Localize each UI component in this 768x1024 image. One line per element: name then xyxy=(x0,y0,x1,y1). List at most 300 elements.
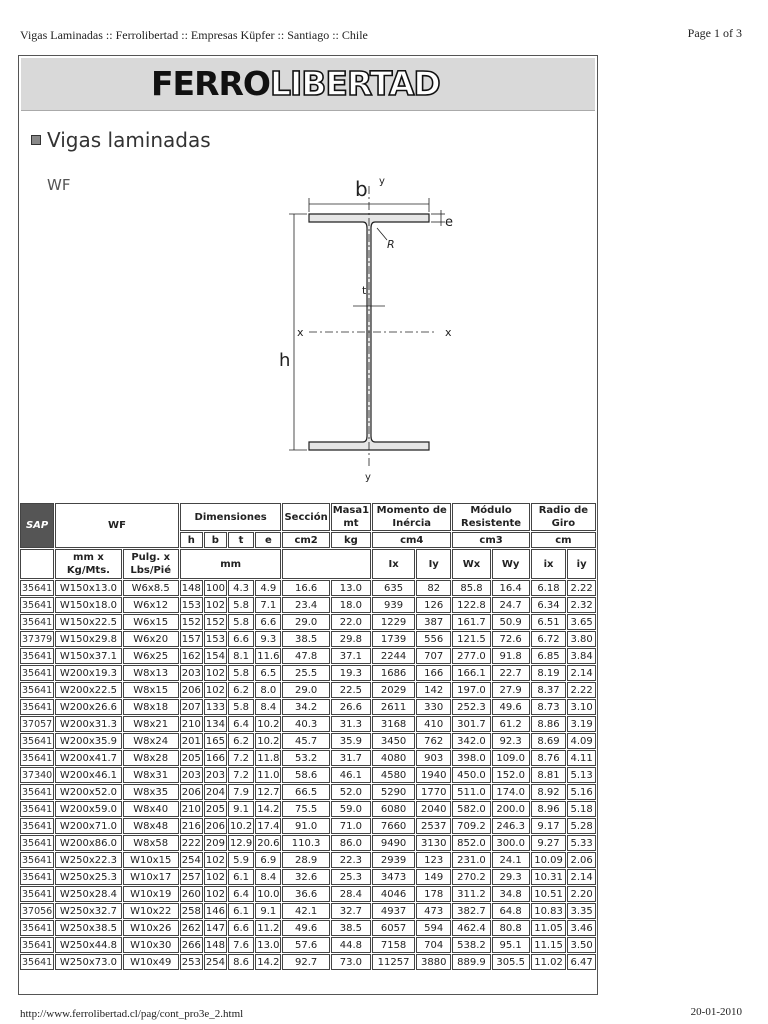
table-cell: 34.8 xyxy=(492,886,530,902)
table-cell: 6.1 xyxy=(228,869,254,885)
table-cell: 11.02 xyxy=(531,954,567,970)
header-e: e xyxy=(255,532,281,548)
table-cell: 216 xyxy=(180,818,203,834)
table-cell: 473 xyxy=(416,903,451,919)
table-cell: W200x19.3 xyxy=(55,665,121,681)
table-cell: 210 xyxy=(180,801,203,817)
table-cell: 10.31 xyxy=(531,869,567,885)
table-cell: 133 xyxy=(204,699,227,715)
table-cell: 37340 xyxy=(20,767,54,783)
header-masa: Masa1 mt xyxy=(332,505,370,529)
table-cell: 27.9 xyxy=(492,682,530,698)
table-cell: 35641 xyxy=(20,665,54,681)
table-cell: 85.8 xyxy=(452,580,490,596)
table-cell: 709.2 xyxy=(452,818,490,834)
square-bullet-icon xyxy=(31,135,41,145)
table-cell: 5290 xyxy=(372,784,415,800)
table-cell: 148 xyxy=(204,937,227,953)
table-cell: 6.6 xyxy=(228,920,254,936)
table-row xyxy=(20,682,596,698)
table-cell: 6.6 xyxy=(255,614,281,630)
table-cell: W6x15 xyxy=(123,614,179,630)
table-cell: 262 xyxy=(180,920,203,936)
label-t: t xyxy=(362,284,367,297)
table-cell: 162 xyxy=(180,648,203,664)
table-cell: 53.2 xyxy=(282,750,329,766)
table-cell: 6.51 xyxy=(531,614,567,630)
table-cell: W8x21 xyxy=(123,716,179,732)
table-cell: W200x26.6 xyxy=(55,699,121,715)
print-header-title: Vigas Laminadas :: Ferrolibertad :: Empresas Küpfer :: Santiago :: Chile xyxy=(20,28,368,42)
table-cell: 35641 xyxy=(20,818,54,834)
table-cell: 13.0 xyxy=(331,580,371,596)
table-cell: 2.20 xyxy=(567,886,596,902)
table-cell: 134 xyxy=(204,716,227,732)
table-cell: 8.0 xyxy=(255,682,281,698)
table-cell: 582.0 xyxy=(452,801,490,817)
table-cell: W10x17 xyxy=(123,869,179,885)
table-cell: 11.05 xyxy=(531,920,567,936)
ferrolibertad-logo[interactable] xyxy=(151,64,440,104)
table-cell: W10x30 xyxy=(123,937,179,953)
table-cell: 35641 xyxy=(20,869,54,885)
table-cell: 7.2 xyxy=(228,750,254,766)
table-cell: 203 xyxy=(204,767,227,783)
beam-table-wrap xyxy=(19,502,597,971)
table-cell: 49.6 xyxy=(492,699,530,715)
table-cell: 6.34 xyxy=(531,597,567,613)
table-cell: 10.09 xyxy=(531,852,567,868)
table-cell: 2.32 xyxy=(567,597,596,613)
table-row xyxy=(20,716,596,732)
table-cell: W150x29.8 xyxy=(55,631,121,647)
table-cell: 38.5 xyxy=(282,631,329,647)
table-cell: 35641 xyxy=(20,614,54,630)
table-cell: 260 xyxy=(180,886,203,902)
header-radio: Radio de Giro xyxy=(531,503,596,531)
header-seccion: Sección xyxy=(282,503,329,531)
table-cell: 462.4 xyxy=(452,920,490,936)
table-cell: W200x46.1 xyxy=(55,767,121,783)
table-cell: 10.83 xyxy=(531,903,567,919)
table-cell: 52.0 xyxy=(331,784,371,800)
table-cell: W200x35.9 xyxy=(55,733,121,749)
table-cell: 25.5 xyxy=(282,665,329,681)
header-wy: Wy xyxy=(492,549,530,579)
table-cell: 2040 xyxy=(416,801,451,817)
header-dimensiones: Dimensiones xyxy=(180,503,282,531)
label-x-right: x xyxy=(445,326,452,339)
header-ix: ix xyxy=(531,549,567,579)
table-cell: 35641 xyxy=(20,886,54,902)
header-empty-2 xyxy=(282,549,371,579)
table-cell: 382.7 xyxy=(452,903,490,919)
table-cell: 8.96 xyxy=(531,801,567,817)
header-momento: Momento de Inércia xyxy=(372,503,451,531)
table-cell: W250x73.0 xyxy=(55,954,121,970)
table-cell: 7.2 xyxy=(228,767,254,783)
table-cell: 9.1 xyxy=(228,801,254,817)
table-cell: 330 xyxy=(416,699,451,715)
table-cell: W150x18.0 xyxy=(55,597,121,613)
table-cell: 594 xyxy=(416,920,451,936)
table-cell: 35641 xyxy=(20,597,54,613)
table-cell: 210 xyxy=(180,716,203,732)
table-cell: 206 xyxy=(204,818,227,834)
table-cell: 35641 xyxy=(20,852,54,868)
table-row xyxy=(20,580,596,596)
label-r: R xyxy=(387,238,395,251)
table-cell: 11.15 xyxy=(531,937,567,953)
table-cell: 511.0 xyxy=(452,784,490,800)
table-cell: 201 xyxy=(180,733,203,749)
table-row xyxy=(20,699,596,715)
table-cell: 166 xyxy=(204,750,227,766)
table-cell: 35641 xyxy=(20,648,54,664)
table-cell: 3.80 xyxy=(567,631,596,647)
table-cell: W8x13 xyxy=(123,665,179,681)
table-cell: 10.2 xyxy=(228,818,254,834)
table-cell: 6.6 xyxy=(228,631,254,647)
table-cell: 5.8 xyxy=(228,597,254,613)
banner xyxy=(21,58,595,111)
table-cell: 14.2 xyxy=(255,954,281,970)
table-cell: 2537 xyxy=(416,818,451,834)
table-cell: 8.76 xyxy=(531,750,567,766)
label-x-left: x xyxy=(297,326,304,339)
table-cell: 123 xyxy=(416,852,451,868)
table-cell: 10.51 xyxy=(531,886,567,902)
table-cell: 29.0 xyxy=(282,614,329,630)
header-empty xyxy=(20,549,54,579)
table-cell: 174.0 xyxy=(492,784,530,800)
table-cell: 889.9 xyxy=(452,954,490,970)
table-cell: 5.33 xyxy=(567,835,596,851)
header-t: t xyxy=(228,532,254,548)
header-iy-big: Iy xyxy=(416,549,451,579)
table-cell: 903 xyxy=(416,750,451,766)
table-cell: W8x31 xyxy=(123,767,179,783)
table-cell: 102 xyxy=(204,852,227,868)
table-cell: W8x35 xyxy=(123,784,179,800)
header-pulg-lbs: Pulg. x Lbs/Pié xyxy=(123,549,179,579)
content-frame xyxy=(18,55,598,995)
table-cell: 102 xyxy=(204,886,227,902)
table-cell: 5.13 xyxy=(567,767,596,783)
table-cell: 2611 xyxy=(372,699,415,715)
table-cell: 209 xyxy=(204,835,227,851)
table-cell: 8.4 xyxy=(255,699,281,715)
table-cell: 203 xyxy=(180,665,203,681)
table-cell: 102 xyxy=(204,682,227,698)
table-cell: 1940 xyxy=(416,767,451,783)
table-cell: W200x22.5 xyxy=(55,682,121,698)
table-cell: 305.5 xyxy=(492,954,530,970)
table-cell: 126 xyxy=(416,597,451,613)
footer-url[interactable]: http://www.ferrolibertad.cl/pag/cont_pro3e_2.html xyxy=(20,1008,244,1020)
table-cell: W200x71.0 xyxy=(55,818,121,834)
table-cell: 6.72 xyxy=(531,631,567,647)
footer-date: 20-01-2010 xyxy=(690,1006,742,1018)
table-cell: 35641 xyxy=(20,920,54,936)
table-cell: 9.1 xyxy=(255,903,281,919)
table-cell: W6x20 xyxy=(123,631,179,647)
table-cell: 122.8 xyxy=(452,597,490,613)
table-cell: 22.5 xyxy=(331,682,371,698)
table-cell: 270.2 xyxy=(452,869,490,885)
header-wf: WF xyxy=(55,503,179,548)
table-cell: 5.18 xyxy=(567,801,596,817)
table-cell: W200x52.0 xyxy=(55,784,121,800)
table-cell: 4.9 xyxy=(255,580,281,596)
table-cell: 8.6 xyxy=(228,954,254,970)
table-cell: 258 xyxy=(180,903,203,919)
table-cell: 9.27 xyxy=(531,835,567,851)
table-cell: 165 xyxy=(204,733,227,749)
header-mm: mm xyxy=(180,549,282,579)
table-cell: 37.1 xyxy=(331,648,371,664)
table-cell: 157 xyxy=(180,631,203,647)
table-cell: 35641 xyxy=(20,682,54,698)
header-mm-kg: mm x Kg/Mts. xyxy=(55,549,121,579)
table-cell: 142 xyxy=(416,682,451,698)
table-cell: 4.3 xyxy=(228,580,254,596)
table-cell: 91.0 xyxy=(282,818,329,834)
table-cell: 80.8 xyxy=(492,920,530,936)
table-cell: 8.69 xyxy=(531,733,567,749)
table-cell: 3.19 xyxy=(567,716,596,732)
table-cell: 206 xyxy=(180,682,203,698)
table-cell: 8.86 xyxy=(531,716,567,732)
table-cell: 4080 xyxy=(372,750,415,766)
table-cell: 3.65 xyxy=(567,614,596,630)
table-cell: 29.8 xyxy=(331,631,371,647)
table-cell: 2244 xyxy=(372,648,415,664)
header-kg: kg xyxy=(331,532,371,548)
table-cell: 3.10 xyxy=(567,699,596,715)
table-cell: W150x13.0 xyxy=(55,580,121,596)
label-h: h xyxy=(279,350,291,371)
table-row xyxy=(20,869,596,885)
table-cell: 2939 xyxy=(372,852,415,868)
table-row xyxy=(20,801,596,817)
table-cell: 6.1 xyxy=(228,903,254,919)
table-cell: 3.50 xyxy=(567,937,596,953)
table-cell: W10x49 xyxy=(123,954,179,970)
header-b: b xyxy=(204,532,227,548)
table-cell: W10x15 xyxy=(123,852,179,868)
print-page-number: Page 1 of 3 xyxy=(687,26,742,40)
table-cell: W8x15 xyxy=(123,682,179,698)
table-cell: 66.5 xyxy=(282,784,329,800)
table-cell: 2.14 xyxy=(567,869,596,885)
table-cell: 205 xyxy=(180,750,203,766)
table-cell: W250x38.5 xyxy=(55,920,121,936)
label-y-top: y xyxy=(379,176,385,187)
table-cell: 7.9 xyxy=(228,784,254,800)
table-cell: 3880 xyxy=(416,954,451,970)
table-cell: 152.0 xyxy=(492,767,530,783)
i-beam-diagram xyxy=(269,166,469,496)
table-cell: 538.2 xyxy=(452,937,490,953)
table-cell: 153 xyxy=(180,597,203,613)
table-cell: 92.3 xyxy=(492,733,530,749)
table-cell: 6.9 xyxy=(255,852,281,868)
table-cell: 102 xyxy=(204,869,227,885)
table-cell: 35641 xyxy=(20,801,54,817)
table-cell: W150x37.1 xyxy=(55,648,121,664)
table-cell: W8x48 xyxy=(123,818,179,834)
table-cell: 34.2 xyxy=(282,699,329,715)
table-cell: 6080 xyxy=(372,801,415,817)
table-cell: 82 xyxy=(416,580,451,596)
table-cell: 35641 xyxy=(20,733,54,749)
table-cell: 46.1 xyxy=(331,767,371,783)
table-cell: 266 xyxy=(180,937,203,953)
section-title-text: Vigas laminadas xyxy=(47,128,211,152)
table-cell: 253 xyxy=(180,954,203,970)
table-cell: 57.6 xyxy=(282,937,329,953)
table-cell: 4580 xyxy=(372,767,415,783)
table-row xyxy=(20,903,596,919)
table-cell: 3.35 xyxy=(567,903,596,919)
header-cm2: cm2 xyxy=(282,532,329,548)
table-cell: 22.0 xyxy=(331,614,371,630)
table-cell: 11.0 xyxy=(255,767,281,783)
table-cell: 154 xyxy=(204,648,227,664)
table-cell: 37379 xyxy=(20,631,54,647)
table-cell: 91.8 xyxy=(492,648,530,664)
table-cell: 13.0 xyxy=(255,937,281,953)
table-cell: W8x40 xyxy=(123,801,179,817)
table-cell: 31.7 xyxy=(331,750,371,766)
table-cell: 204 xyxy=(204,784,227,800)
table-cell: 387 xyxy=(416,614,451,630)
table-cell: 19.3 xyxy=(331,665,371,681)
table-cell: 3.84 xyxy=(567,648,596,664)
table-cell: 10.2 xyxy=(255,733,281,749)
table-cell: 2.22 xyxy=(567,682,596,698)
table-cell: 410 xyxy=(416,716,451,732)
table-cell: 206 xyxy=(180,784,203,800)
table-cell: 102 xyxy=(204,597,227,613)
table-cell: 852.0 xyxy=(452,835,490,851)
table-cell: 12.9 xyxy=(228,835,254,851)
table-cell: 8.4 xyxy=(255,869,281,885)
table-cell: 35641 xyxy=(20,784,54,800)
table-row xyxy=(20,835,596,851)
table-cell: 3168 xyxy=(372,716,415,732)
table-cell: 22.3 xyxy=(331,852,371,868)
table-cell: 28.9 xyxy=(282,852,329,868)
table-cell: 73.0 xyxy=(331,954,371,970)
table-cell: 3.46 xyxy=(567,920,596,936)
table-cell: W150x22.5 xyxy=(55,614,121,630)
table-cell: 50.9 xyxy=(492,614,530,630)
table-cell: 29.0 xyxy=(282,682,329,698)
table-cell: W10x22 xyxy=(123,903,179,919)
table-cell: 9.3 xyxy=(255,631,281,647)
table-cell: 178 xyxy=(416,886,451,902)
table-row xyxy=(20,750,596,766)
table-cell: 6.85 xyxy=(531,648,567,664)
table-cell: 61.2 xyxy=(492,716,530,732)
table-cell: 16.4 xyxy=(492,580,530,596)
table-cell: 200.0 xyxy=(492,801,530,817)
table-cell: 161.7 xyxy=(452,614,490,630)
table-cell: 301.7 xyxy=(452,716,490,732)
table-cell: 254 xyxy=(204,954,227,970)
table-cell: 71.0 xyxy=(331,818,371,834)
sap-logo: SAP xyxy=(20,503,54,548)
table-cell: 6057 xyxy=(372,920,415,936)
table-cell: 32.7 xyxy=(331,903,371,919)
table-cell: W200x59.0 xyxy=(55,801,121,817)
table-cell: 31.3 xyxy=(331,716,371,732)
table-cell: 5.16 xyxy=(567,784,596,800)
table-cell: 556 xyxy=(416,631,451,647)
table-cell: 246.3 xyxy=(492,818,530,834)
table-cell: 7158 xyxy=(372,937,415,953)
table-cell: 342.0 xyxy=(452,733,490,749)
table-cell: W200x41.7 xyxy=(55,750,121,766)
table-cell: 28.4 xyxy=(331,886,371,902)
wf-label: WF xyxy=(47,176,71,194)
table-cell: 2.14 xyxy=(567,665,596,681)
table-cell: W6x12 xyxy=(123,597,179,613)
table-cell: 222 xyxy=(180,835,203,851)
table-cell: 450.0 xyxy=(452,767,490,783)
table-cell: W200x31.3 xyxy=(55,716,121,732)
logo-part-libertad: LIBERTAD xyxy=(269,64,440,103)
table-cell: 109.0 xyxy=(492,750,530,766)
table-cell: 14.2 xyxy=(255,801,281,817)
header-cm4: cm4 xyxy=(372,532,451,548)
table-row xyxy=(20,648,596,664)
table-cell: 4046 xyxy=(372,886,415,902)
table-cell: 35641 xyxy=(20,750,54,766)
table-cell: 72.6 xyxy=(492,631,530,647)
table-cell: 35641 xyxy=(20,954,54,970)
table-cell: 35.9 xyxy=(331,733,371,749)
table-cell: 38.5 xyxy=(331,920,371,936)
logo-part-ferro: FERRO xyxy=(151,64,270,103)
table-cell: 311.2 xyxy=(452,886,490,902)
table-row xyxy=(20,597,596,613)
table-row xyxy=(20,733,596,749)
table-cell: 11.6 xyxy=(255,648,281,664)
table-cell: 37057 xyxy=(20,716,54,732)
table-cell: 7.6 xyxy=(228,937,254,953)
table-cell: 10.2 xyxy=(255,716,281,732)
table-cell: 49.6 xyxy=(282,920,329,936)
table-row xyxy=(20,954,596,970)
table-cell: 18.0 xyxy=(331,597,371,613)
table-cell: 146 xyxy=(204,903,227,919)
table-cell: 939 xyxy=(372,597,415,613)
table-cell: 121.5 xyxy=(452,631,490,647)
table-cell: 29.3 xyxy=(492,869,530,885)
header-wx: Wx xyxy=(452,549,490,579)
table-cell: 231.0 xyxy=(452,852,490,868)
label-b: b xyxy=(355,177,368,201)
table-cell: 707 xyxy=(416,648,451,664)
table-cell: 12.7 xyxy=(255,784,281,800)
table-cell: W250x32.7 xyxy=(55,903,121,919)
header-iy: iy xyxy=(567,549,596,579)
table-cell: 92.7 xyxy=(282,954,329,970)
table-cell: 254 xyxy=(180,852,203,868)
